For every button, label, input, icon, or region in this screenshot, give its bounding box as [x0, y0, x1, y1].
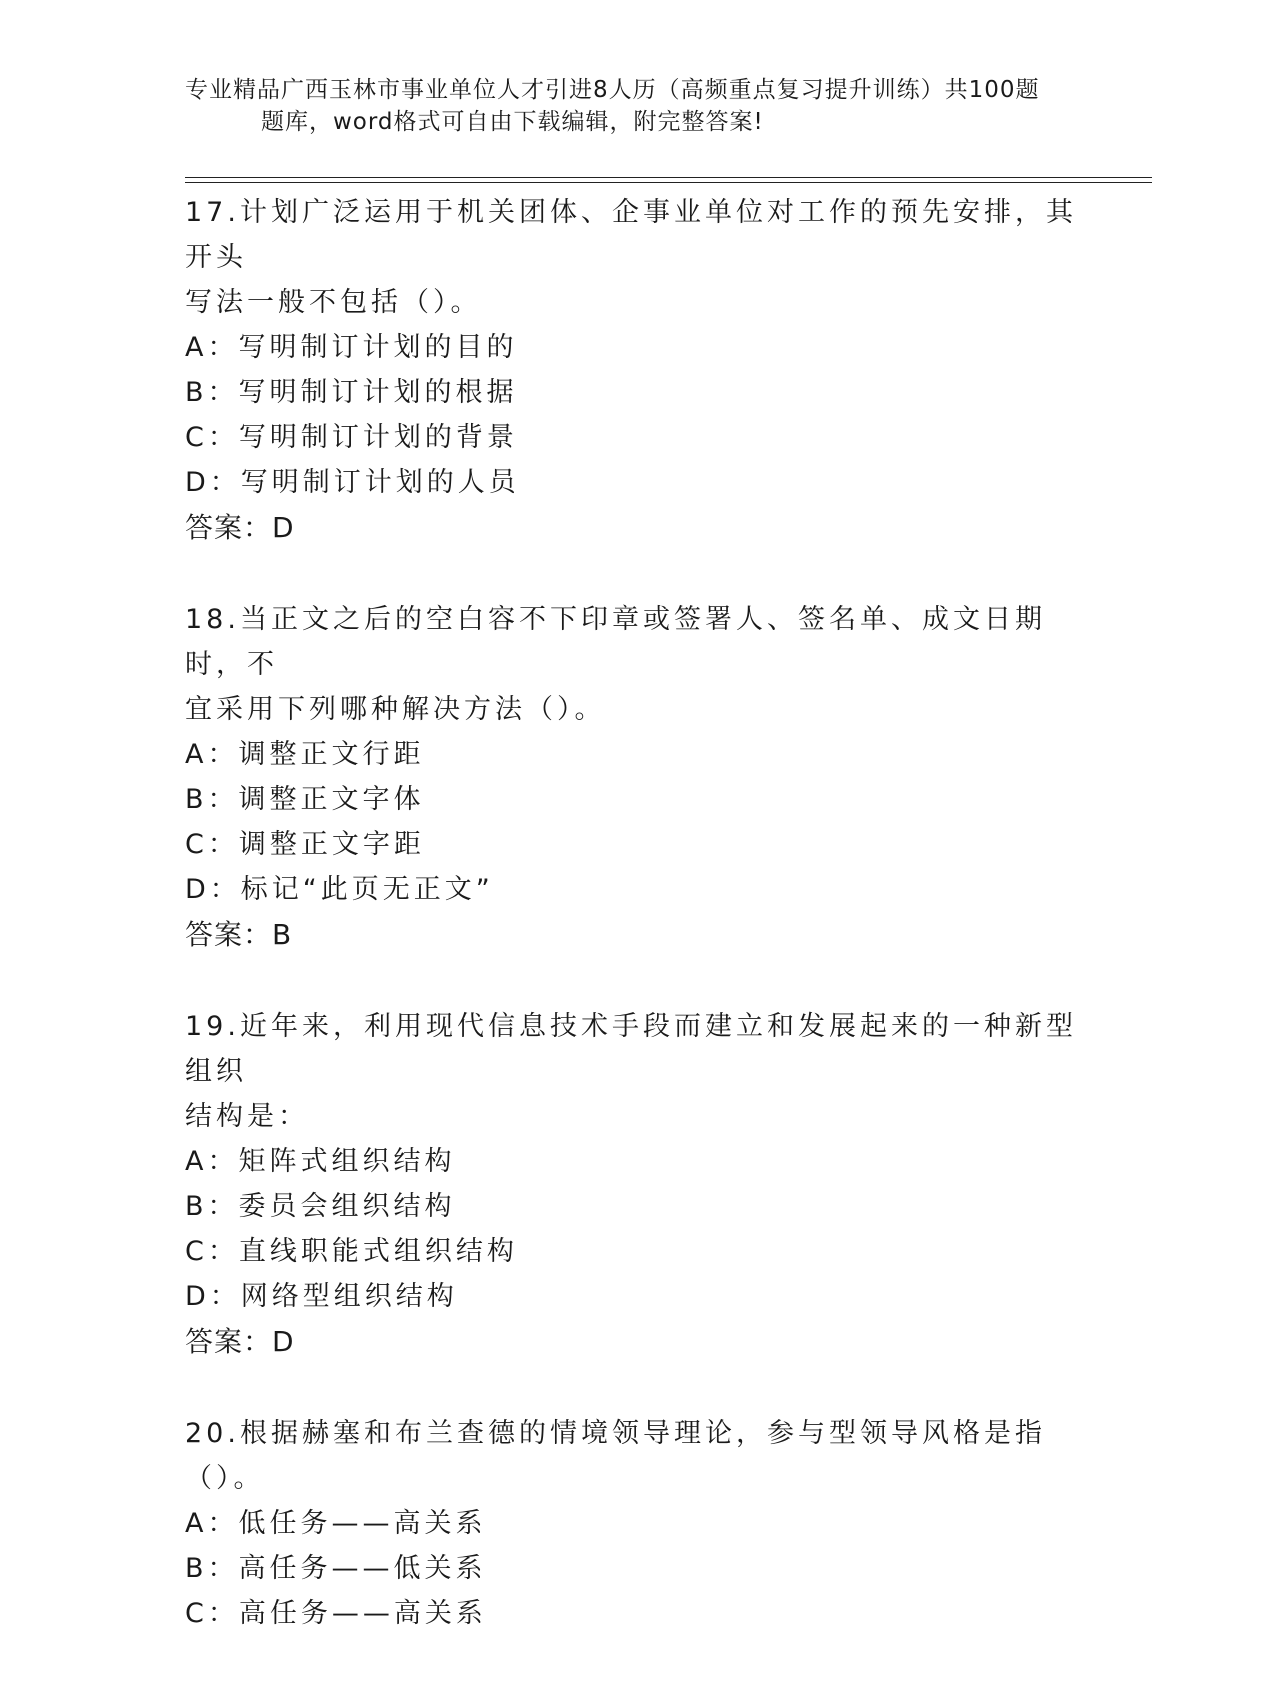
answer: 答案：B	[185, 918, 293, 951]
question-stem-line-2: 写法一般不包括（）。	[185, 287, 482, 318]
answer: 答案：D	[185, 1325, 295, 1358]
option-c: C：高任务——高关系	[185, 1598, 487, 1629]
option-c: C：直线职能式组织结构	[185, 1236, 518, 1267]
question-19	[185, 1004, 1085, 1365]
option-b: B：高任务——低关系	[185, 1553, 487, 1584]
question-stem-line-2: 结构是：	[185, 1101, 309, 1132]
document-header	[185, 74, 1085, 138]
option-b: B：写明制订计划的根据	[185, 377, 518, 408]
option-a: A：矩阵式组织结构	[185, 1146, 456, 1177]
question-18	[185, 597, 1085, 958]
option-d: D：写明制订计划的人员	[185, 467, 520, 498]
option-b: B：调整正文字体	[185, 784, 425, 815]
question-20	[185, 1411, 1085, 1636]
option-d: D：标记“此页无正文”	[185, 874, 494, 905]
header-divider-bottom	[185, 182, 1152, 183]
question-stem-line-2: 宜采用下列哪种解决方法（）。	[185, 694, 606, 725]
question-stem-line-1: 20.根据赫塞和布兰查德的情境领导理论，参与型领导风格是指（）。	[185, 1418, 1046, 1494]
header-line-2: 题库，word格式可自由下载编辑，附完整答案!	[261, 109, 764, 135]
option-c: C：写明制订计划的背景	[185, 422, 518, 453]
header-divider-top	[185, 177, 1152, 178]
option-a: A：调整正文行距	[185, 739, 425, 770]
option-b: B：委员会组织结构	[185, 1191, 456, 1222]
option-a: A：写明制订计划的目的	[185, 332, 518, 363]
option-c: C：调整正文字距	[185, 829, 425, 860]
question-stem-line-1: 19.近年来，利用现代信息技术手段而建立和发展起来的一种新型组织	[185, 1011, 1077, 1087]
question-stem-line-1: 17.计划广泛运用于机关团体、企事业单位对工作的预先安排，其开头	[185, 197, 1077, 273]
answer: 答案：D	[185, 511, 295, 544]
question-list	[185, 190, 1085, 1682]
option-a: A：低任务——高关系	[185, 1508, 487, 1539]
question-stem-line-1: 18.当正文之后的空白容不下印章或签署人、签名单、成文日期时，不	[185, 604, 1046, 680]
header-line-1: 专业精品广西玉林市事业单位人才引进8人历（高频重点复习提升训练）共100题	[185, 77, 1040, 103]
question-17	[185, 190, 1085, 551]
option-d: D：网络型组织结构	[185, 1281, 458, 1312]
